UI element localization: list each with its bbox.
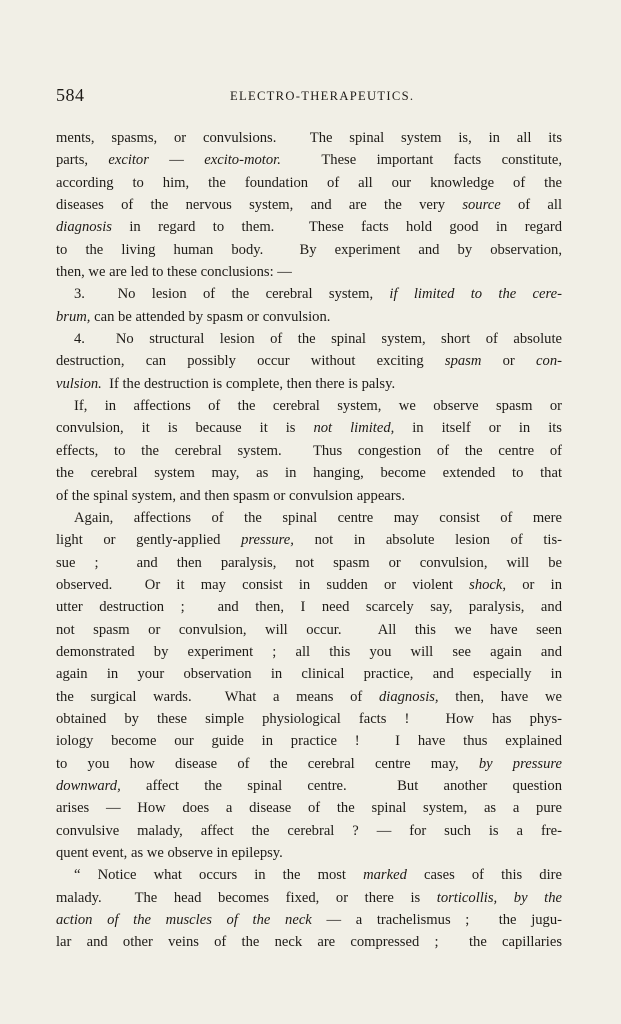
- text-line: [56, 730, 562, 752]
- text-line: [56, 507, 562, 529]
- italic-text: diagnosis,: [378, 688, 439, 705]
- text-segment: demonstrated by experiment ; all this you will see again and: [56, 643, 562, 660]
- text-line: [56, 373, 562, 395]
- text-segment: observed. Or it may consist in sudden or violent: [56, 576, 470, 593]
- text-segment: to the living human body. By experiment and by observation,: [56, 241, 562, 258]
- text-segment: parts,: [56, 152, 109, 169]
- italic-text: vulsion.: [56, 375, 102, 392]
- text-segment: cases of this dire: [406, 867, 562, 884]
- text-line: [56, 194, 562, 216]
- text-segment: malady. The head becomes fixed, or there is: [56, 889, 437, 906]
- text-line: [56, 931, 562, 953]
- text-segment: These important facts constitute,: [280, 152, 562, 169]
- text-line: [56, 619, 562, 641]
- text-line: [56, 239, 562, 261]
- text-line: [56, 820, 562, 842]
- text-segment: affect the spinal centre. But another question: [120, 777, 562, 794]
- text-segment: to you how disease of the cerebral centre may,: [56, 755, 479, 772]
- text-segment: 4. No structural lesion of the spinal system, short of absolute: [74, 331, 562, 348]
- text-segment: in itself or in its: [394, 420, 562, 437]
- text-segment: effects, to the cerebral system. Thus congestion of the centre of: [56, 442, 562, 459]
- text-line: [56, 663, 562, 685]
- text-segment: obtained by these simple physiological facts ! How has phys-: [56, 710, 562, 727]
- text-segment: not in absolute lesion of tis-: [293, 532, 562, 549]
- text-segment: 3. No lesion of the cerebral system,: [74, 286, 390, 303]
- text-segment: of the spinal system, and then spasm or convulsion appears.: [56, 487, 405, 504]
- text-line: [56, 395, 562, 417]
- text-segment: quent event, as we observe in epilepsy.: [56, 845, 283, 861]
- text-line: [56, 686, 562, 708]
- text-segment: again in your observation in clinical practice, and especially in: [56, 666, 562, 683]
- text-segment: lar and other veins of the neck are compressed ; the capillaries: [56, 934, 562, 951]
- text-line: [56, 149, 562, 171]
- text-segment: If the destruction is complete, then there is palsy.: [101, 375, 396, 392]
- text-segment: — a trachelismus ; the jugu-: [311, 912, 562, 929]
- italic-text: excitor: [108, 152, 149, 169]
- text-segment: sue ; and then paralysis, not spasm or convulsion, will be: [56, 554, 562, 571]
- text-line: [56, 417, 562, 439]
- running-title: ELECTRO-THERAPEUTICS.: [230, 89, 415, 103]
- page-header: [56, 84, 562, 106]
- italic-text: diagnosis: [56, 219, 112, 236]
- text-line: [56, 462, 562, 484]
- text-line: [56, 842, 562, 864]
- text-line: [56, 641, 562, 663]
- italic-text: shock,: [469, 576, 507, 593]
- text-segment: diseases of the nervous system, and are the very: [56, 197, 463, 214]
- page-number: 584: [56, 85, 85, 105]
- text-segment: not spasm or convulsion, will occur. All this we have seen: [56, 621, 562, 638]
- italic-text: marked: [363, 867, 407, 884]
- text-segment: the surgical wards. What a means of: [56, 688, 379, 705]
- text-line: [56, 350, 562, 372]
- text-segment: destruction, can possibly occur without exciting: [56, 353, 445, 370]
- text-segment: or in: [506, 576, 562, 593]
- text-segment: utter destruction ; and then, I need scarcely say, paralysis, and: [56, 599, 562, 616]
- text-line: [56, 596, 562, 618]
- text-line: [56, 574, 562, 596]
- italic-text: spasm: [444, 353, 482, 370]
- text-segment: convulsive malady, affect the cerebral ? — for such is a fre-: [56, 822, 562, 839]
- text-line: [56, 261, 562, 283]
- italic-text: brum,: [56, 308, 91, 325]
- text-segment: “ Notice what occurs in the most: [74, 867, 364, 884]
- italic-text: excito-motor.: [204, 152, 281, 169]
- text-segment: iology become our guide in practice ! I have thus explained: [56, 733, 562, 750]
- text-line: [56, 216, 562, 238]
- text-segment: ments, spasms, or convulsions. The spinal system is, in all its: [56, 130, 562, 146]
- text-segment: If, in affections of the cerebral system, we observe spasm or: [74, 398, 562, 415]
- text-line: [56, 127, 562, 149]
- text-segment: light or gently-applied: [56, 532, 242, 549]
- text-segment: then, have we: [438, 688, 562, 705]
- text-line: [56, 797, 562, 819]
- text-segment: or: [481, 353, 537, 370]
- text-segment: then, we are led to these conclusions: —: [56, 264, 292, 281]
- text-line: [56, 529, 562, 551]
- text-segment: arises — How does a disease of the spinal system, as a pure: [56, 800, 562, 817]
- text-line: [56, 775, 562, 797]
- text-line: [56, 283, 562, 305]
- text-line: [56, 440, 562, 462]
- text-segment: —: [148, 152, 205, 169]
- text-segment: Again, affections of the spinal centre may consist of mere: [74, 509, 562, 526]
- italic-text: pressure,: [241, 532, 294, 549]
- text-line: [56, 753, 562, 775]
- text-line: [56, 172, 562, 194]
- text-line: [56, 328, 562, 350]
- body-text: [56, 127, 562, 954]
- text-segment: convulsion, it is because it is: [56, 420, 314, 437]
- text-segment: can be attended by spasm or convulsion.: [90, 308, 331, 325]
- text-line: [56, 708, 562, 730]
- text-segment: according to him, the foundation of all our knowledge of the: [56, 174, 562, 191]
- text-line: [56, 887, 562, 909]
- text-line: [56, 909, 562, 931]
- italic-text: if limited to the cere-: [389, 286, 562, 303]
- text-line: [56, 485, 562, 507]
- italic-text: not limited,: [313, 420, 395, 437]
- italic-text: con-: [536, 353, 562, 370]
- italic-text: action of the muscles of the neck: [56, 912, 312, 929]
- text-line: [56, 552, 562, 574]
- text-line: [56, 306, 562, 328]
- italic-text: torticollis, by the: [436, 889, 562, 906]
- text-segment: the cerebral system may, as in hanging, become extended to that: [56, 465, 562, 482]
- text-segment: of all: [500, 197, 562, 214]
- italic-text: source: [462, 197, 501, 214]
- text-line: [56, 864, 562, 886]
- italic-text: by pressure: [478, 755, 562, 772]
- italic-text: downward,: [56, 777, 121, 794]
- text-segment: in regard to them. These facts hold good in regard: [111, 219, 562, 236]
